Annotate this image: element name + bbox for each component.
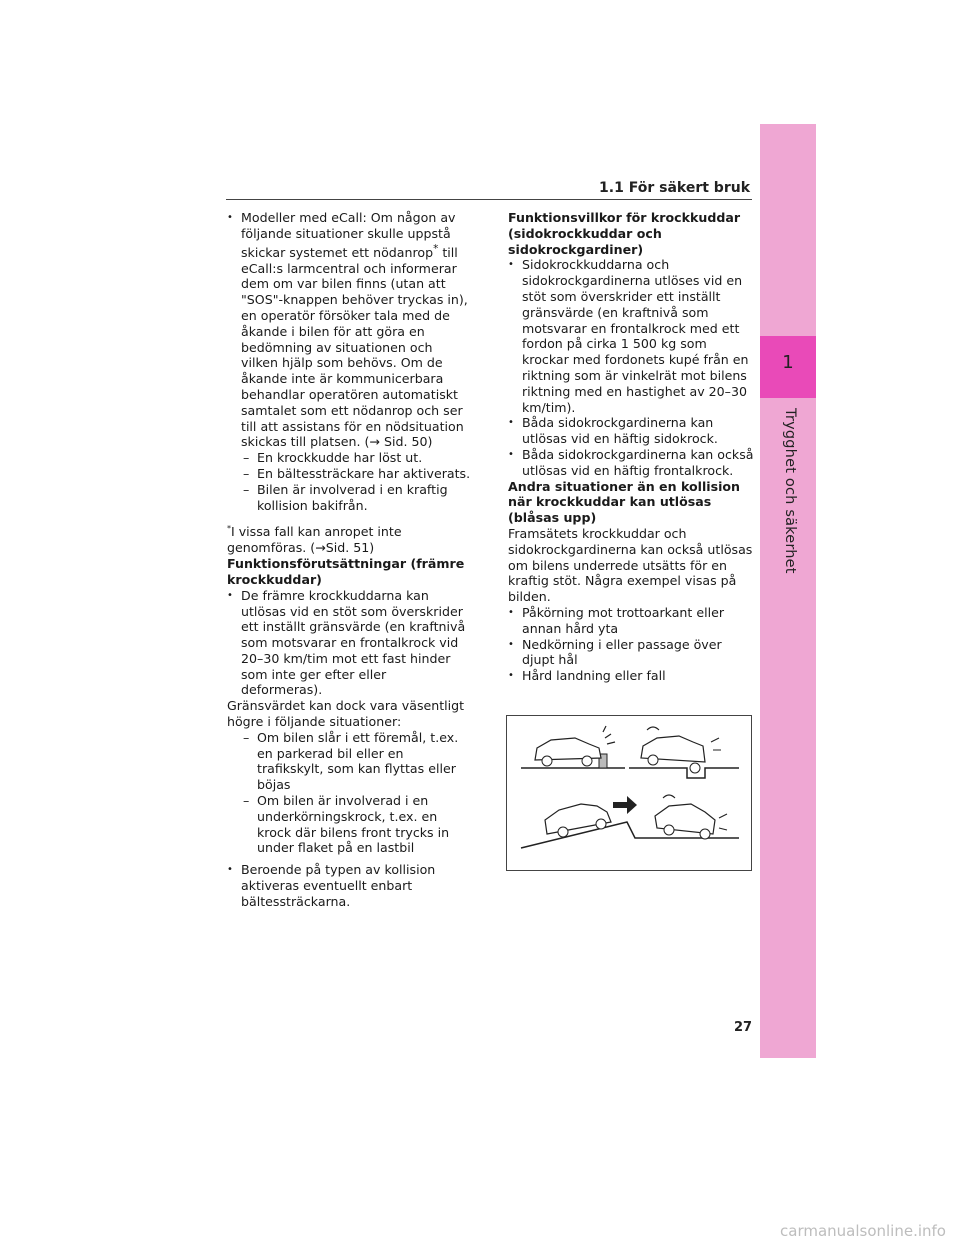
curb-impact-scene bbox=[521, 726, 625, 768]
illustration-svg bbox=[507, 716, 751, 870]
ecall-bullet bbox=[227, 210, 471, 450]
page-number: 27 bbox=[734, 1020, 753, 1035]
footnote bbox=[227, 521, 471, 556]
right-column bbox=[508, 210, 756, 684]
side-airbag-heading: Funktionsvillkor för krockkuddar (sidokrockkuddar och sidokrockgardiner) bbox=[508, 210, 741, 257]
left-column bbox=[227, 210, 471, 910]
chapter-sidebar-tab bbox=[760, 124, 816, 1058]
footnote-mark: * bbox=[227, 524, 231, 534]
header-rule bbox=[226, 199, 752, 200]
side-airbag-bullet: • Båda sidokrockgardinerna kan också utlösas vid en häftig frontalkrock. bbox=[508, 447, 756, 479]
threshold-sub-item: – Om bilen slår i ett föremål, t.ex. en parkerad bil eller en trafikskylt, som kan flyttas eller böjas bbox=[227, 730, 471, 793]
arrow-icon bbox=[613, 796, 637, 814]
side-airbag-bullet: • Sidokrockkuddarna och sidokrockgardinerna utlöses vid en stöt som överskrider ett inställt gränsvärde (en kraftnivå som motsvarar en frontalkrock med ett fordon på cirka 1 500 kg som krockar med fordonets kupé från en riktning som är vinkelrät mot bilens riktning med en hastighet av 20–30 km/tim). bbox=[508, 257, 756, 415]
pretensioner-bullet: • Beroende på typen av kollision aktiveras eventuellt enbart bältessträckarna. bbox=[227, 862, 471, 909]
other-situations-paragraph: Framsätets krockkuddar och sidokrockgardinerna kan också utlösas om bilens underrede utsätts för en kraftig stöt. Några exempel visas på bilden. bbox=[508, 525, 753, 605]
other-situations-heading: Andra situationer än en kollision när krockkuddar kan utlösas (blåsas upp) bbox=[508, 478, 741, 526]
threshold-paragraph: Gränsvärdet kan dock vara väsentligt högre i följande situationer: bbox=[227, 698, 465, 730]
chapter-number: 1 bbox=[782, 352, 794, 373]
other-situation-bullet: • Nedkörning i eller passage över djupt hål bbox=[508, 637, 756, 669]
ecall-sub-item: – En bältessträckare har aktiverats. bbox=[227, 466, 471, 482]
ecall-footnote-mark: * bbox=[433, 242, 439, 255]
ecall-sub-item: – En krockkudde har löst ut. bbox=[227, 450, 471, 466]
front-airbag-bullet: • De främre krockkuddarna kan utlösas vid en stöt som överskrider ett inställt gränsvärde (en kraftnivå som motsvarar en frontalkrock vid 20–30 km/tim mot ett fast hinder som inte ger efter eller deformeras). bbox=[227, 588, 471, 699]
other-situation-bullet: • Påkörning mot trottoarkant eller annan hård yta bbox=[508, 605, 756, 637]
ecall-text: Modeller med eCall: Om någon av följande situationer skulle uppstå skickar systemet ett nödanrop bbox=[241, 210, 456, 260]
ecall-text-tail: till eCall:s larmcentral och informerar dem om var bilen finns (utan att "SOS"-knappen behöver tryckas in), en operatör försöker tala med de åkande i bilen för att göra en bedömning av situationen och vilken hjälp som behövs. Om de åkande inte är kommunicerbara behandlar operatören automatiskt samtalet som ett nödanrop och ser till att assistans för en nödsituation skickas till platsen. (→ Sid. 50) bbox=[241, 244, 468, 450]
chapter-title: Trygghet och säkerhet bbox=[782, 408, 798, 574]
other-situation-bullet: • Hård landning eller fall bbox=[508, 668, 756, 684]
side-airbag-bullet: • Båda sidokrockgardinerna kan utlösas vid en häftig sidokrock. bbox=[508, 415, 756, 447]
threshold-sub-item: – Om bilen är involverad i en underkörningskrock, t.ex. en krock där bilens front trycks in under flaket på en lastbil bbox=[227, 793, 471, 856]
watermark: carmanualsonline.info bbox=[780, 1222, 946, 1240]
front-airbag-heading: Funktionsförutsättningar (främre krockkuddar) bbox=[227, 556, 465, 587]
footnote-text: I vissa fall kan anropet inte genomföras. (→Sid. 51) bbox=[227, 524, 402, 556]
section-title: 1.1 För säkert bruk bbox=[599, 180, 750, 196]
ecall-sub-item: – Bilen är involverad i en kraftig kollision bakifrån. bbox=[227, 482, 471, 514]
undercarriage-impact-illustration bbox=[506, 715, 752, 871]
pothole-scene bbox=[629, 727, 739, 778]
